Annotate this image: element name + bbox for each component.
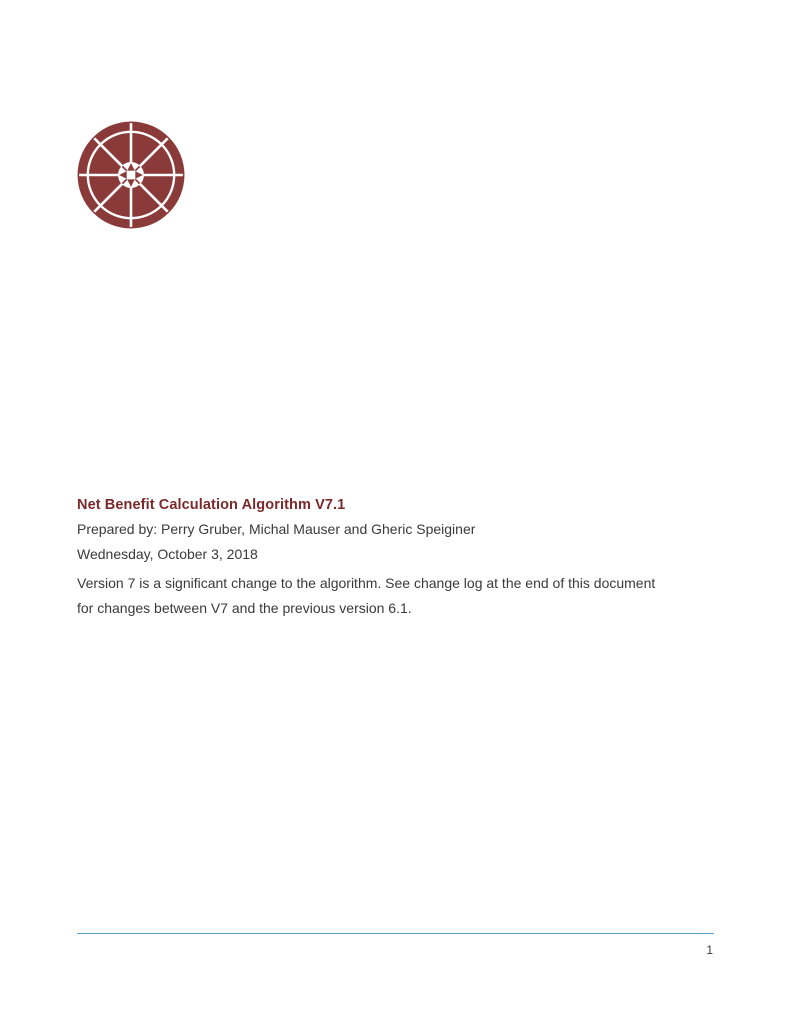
summary-line-1: Version 7 is a significant change to the algorithm. See change log at the end of this document: [77, 575, 656, 591]
footer-divider: [77, 933, 714, 934]
page-number: 1: [706, 943, 713, 957]
prepared-by: Prepared by: Perry Gruber, Michal Mauser and Gheric Speiginer: [77, 521, 476, 537]
document-date: Wednesday, October 3, 2018: [77, 546, 258, 562]
document-title: Net Benefit Calculation Algorithm V7.1: [77, 497, 346, 513]
version-summary: [77, 571, 717, 621]
organization-logo: [77, 121, 185, 229]
compass-wheel-icon: [77, 121, 185, 229]
summary-line-2: for changes between V7 and the previous version 6.1.: [77, 600, 412, 616]
